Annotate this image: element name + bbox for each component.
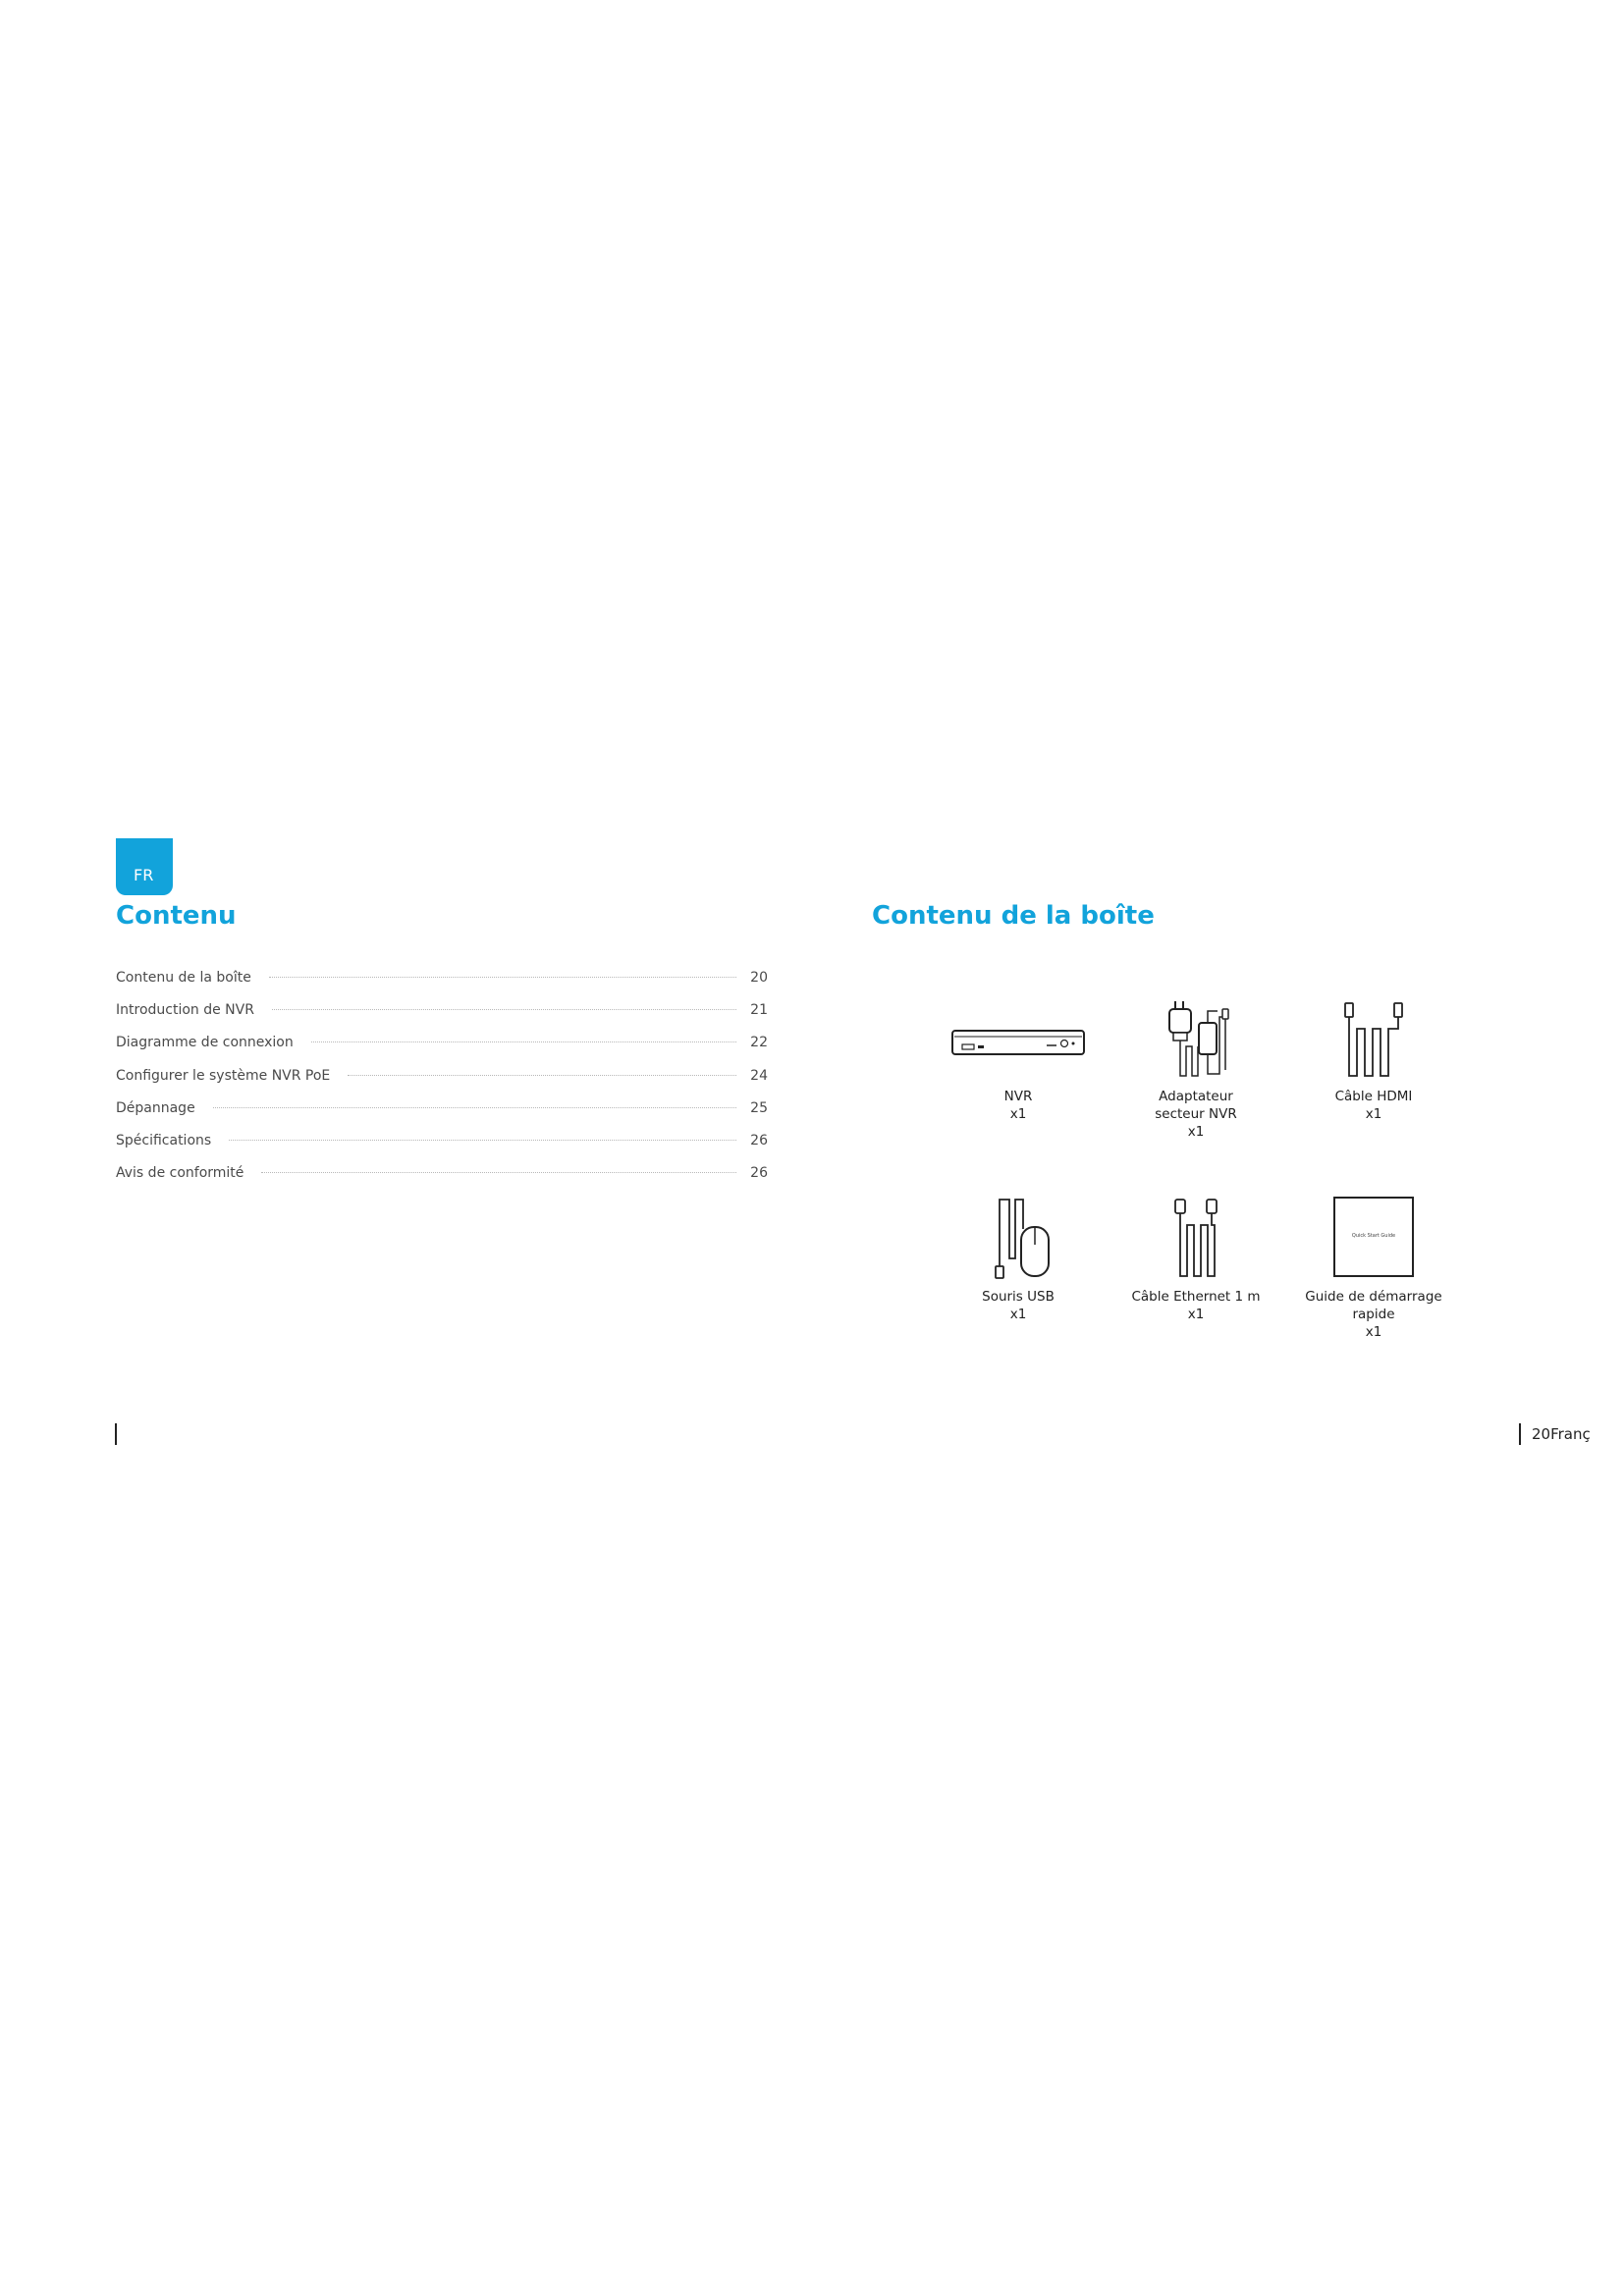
box-item-quick-start-guide: [1290, 1190, 1457, 1341]
footer-right-marker: [1519, 1423, 1521, 1445]
item-quantity: x1: [1009, 1307, 1027, 1322]
table-of-contents: [116, 970, 768, 1198]
item-quantity: x1: [1009, 1106, 1027, 1122]
item-quantity: x1: [1187, 1124, 1205, 1140]
toc-entry-page: 21: [750, 1002, 768, 1019]
toc-entry-page: 20: [750, 970, 768, 986]
footer-left-marker: [115, 1423, 117, 1445]
toc-entry-page: 24: [750, 1067, 768, 1084]
power-adapter-icon: [1122, 989, 1270, 1088]
toc-leader-dots: [229, 1140, 736, 1141]
item-name: Câble Ethernet 1 m: [1131, 1289, 1261, 1305]
item-name: NVR: [1003, 1089, 1033, 1104]
toc-entry[interactable]: [116, 1068, 768, 1100]
item-quantity: x1: [1365, 1106, 1382, 1122]
nvr-device-icon: [945, 989, 1092, 1088]
toc-leader-dots: [348, 1075, 736, 1076]
toc-leader-dots: [269, 977, 736, 978]
toc-title: Contenu: [116, 901, 237, 931]
toc-entry[interactable]: [116, 970, 768, 1002]
toc-entry[interactable]: [116, 1165, 768, 1198]
usb-mouse-icon: [945, 1190, 1092, 1288]
toc-entry-label: Contenu de la boîte: [116, 970, 251, 986]
quick-start-guide-icon: [1300, 1190, 1447, 1288]
item-quantity: x1: [1187, 1307, 1205, 1322]
box-item-nvr: [935, 989, 1102, 1123]
footer-page-label: 20Franç: [1532, 1425, 1591, 1443]
box-item-hdmi-cable: [1290, 989, 1457, 1123]
box-item-power-adapter: [1112, 989, 1279, 1141]
item-name: Câble HDMI: [1334, 1089, 1413, 1104]
toc-leader-dots: [272, 1009, 736, 1010]
toc-entry[interactable]: [116, 1035, 768, 1067]
item-quantity: x1: [1365, 1324, 1382, 1340]
box-contents-title: Contenu de la boîte: [872, 901, 1155, 931]
toc-leader-dots: [213, 1107, 736, 1108]
item-name: Guide de démarrage rapide: [1305, 1289, 1442, 1322]
toc-entry-page: 22: [750, 1035, 768, 1051]
toc-entry-page: 26: [750, 1165, 768, 1182]
toc-entry-label: Configurer le système NVR PoE: [116, 1067, 331, 1084]
toc-entry-label: Introduction de NVR: [116, 1002, 254, 1019]
hdmi-cable-icon: [1300, 989, 1447, 1088]
language-tab: [116, 838, 173, 895]
guide-cover-text: Quick Start Guide: [1351, 1233, 1396, 1239]
toc-leader-dots: [311, 1041, 736, 1042]
toc-entry[interactable]: [116, 1100, 768, 1133]
toc-entry-label: Diagramme de connexion: [116, 1035, 294, 1051]
toc-entry-page: 25: [750, 1099, 768, 1116]
toc-entry[interactable]: [116, 1133, 768, 1165]
toc-entry[interactable]: [116, 1002, 768, 1035]
toc-entry-label: Avis de conformité: [116, 1165, 244, 1182]
item-name: Adaptateur secteur NVR: [1155, 1089, 1237, 1122]
toc-entry-label: Spécifications: [116, 1132, 212, 1148]
language-code: FR: [134, 866, 154, 884]
box-item-ethernet-cable: [1112, 1190, 1279, 1323]
toc-entry-label: Dépannage: [116, 1099, 195, 1116]
ethernet-cable-icon: [1122, 1190, 1270, 1288]
toc-leader-dots: [261, 1172, 736, 1173]
item-name: Souris USB: [982, 1289, 1055, 1305]
toc-entry-page: 26: [750, 1132, 768, 1148]
box-item-usb-mouse: [935, 1190, 1102, 1323]
